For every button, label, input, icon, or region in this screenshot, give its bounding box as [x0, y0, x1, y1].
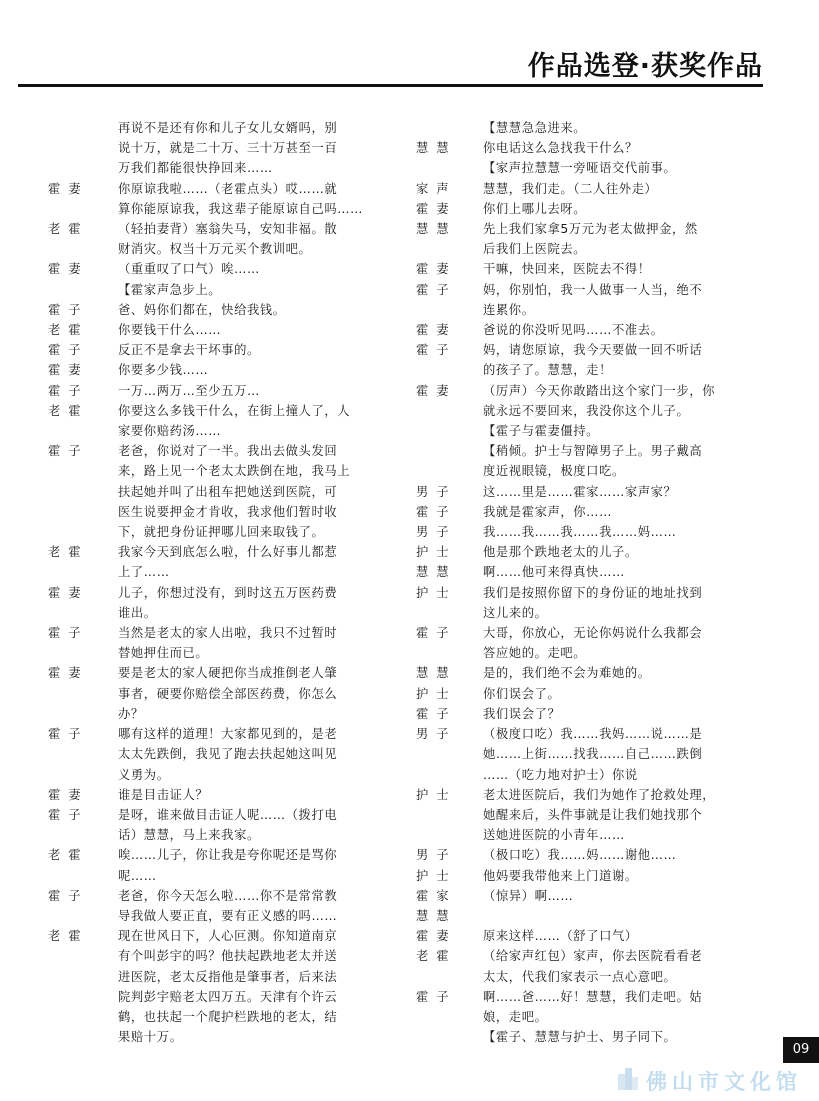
- dialogue-text: 你要钱干什么……: [118, 323, 222, 338]
- script-line: [416, 421, 788, 441]
- dialogue-text: 呢……: [118, 868, 157, 883]
- script-line: [48, 461, 408, 481]
- dialogue-text: 你们误会了。: [483, 686, 561, 701]
- dialogue-text: 你原谅我啦……（老霍点头）哎……就: [118, 181, 338, 196]
- dialogue-text: 谁出。: [118, 605, 157, 620]
- dialogue-text: 太太先跌倒，我见了跑去扶起她这叫见: [118, 747, 338, 762]
- dialogue-text: 话）慧慧，马上来我家。: [118, 828, 260, 843]
- script-line: [48, 583, 408, 603]
- dialogue-text: 我就是霍家声，你……: [483, 504, 612, 519]
- speaker-gutter: [48, 967, 118, 987]
- header-rule: [18, 84, 763, 87]
- dialogue-text: 的孩子了。慧慧，走！: [483, 363, 612, 378]
- speaker-gutter: [48, 461, 118, 481]
- dialogue-text: 进医院，老太反指他是肇事者，后来法: [118, 969, 338, 984]
- script-line: [416, 441, 788, 461]
- script-line: [48, 421, 408, 441]
- speaker-name: [416, 158, 483, 178]
- speaker-name: 男 子: [416, 484, 451, 499]
- speaker-name: 慧 慧: [416, 908, 451, 923]
- speaker-name: 霍 子: [416, 989, 451, 1004]
- speaker-gutter: [416, 300, 483, 320]
- dialogue-text: （重重叹了口气）唉……: [118, 262, 260, 277]
- speaker-name: [416, 441, 483, 461]
- speaker-gutter: [48, 825, 118, 845]
- dialogue-text: 你要多少钱……: [118, 363, 209, 378]
- dialogue-text: 妈，请您原谅，我今天要做一回不听话: [483, 343, 703, 358]
- speaker-gutter: [416, 461, 483, 481]
- speaker-gutter: [48, 199, 118, 219]
- script-line: [48, 199, 408, 219]
- script-line: [416, 845, 788, 865]
- dialogue-text: 你电话这么急找我干什么？: [483, 141, 638, 156]
- script-line: [416, 340, 788, 360]
- speaker-name: 护 士: [416, 787, 451, 802]
- script-line: [416, 138, 788, 158]
- script-line: [48, 825, 408, 845]
- speaker-gutter: [48, 987, 118, 1007]
- dialogue-text: 上了……: [118, 565, 170, 580]
- script-line: [416, 866, 788, 886]
- script-line: [416, 1007, 788, 1027]
- dialogue-text: 娘，走吧。: [483, 1009, 548, 1024]
- speaker-name: 护 士: [416, 545, 451, 560]
- dialogue-text: 当然是老太的家人出啦，我只不过暂时: [118, 626, 338, 641]
- speaker-gutter: [48, 522, 118, 542]
- speaker-name: 慧 慧: [416, 222, 451, 237]
- script-line: [48, 967, 408, 987]
- script-line: [48, 765, 408, 785]
- dialogue-text: 算你能原谅我，我这辈子能原谅自己吗……: [118, 201, 364, 216]
- script-line: [48, 704, 408, 724]
- script-line: [416, 946, 788, 966]
- dialogue-text: 义勇为。: [118, 767, 170, 782]
- speaker-name: 慧 慧: [416, 666, 451, 681]
- speaker-name: 男 子: [416, 525, 451, 540]
- script-line: [48, 926, 408, 946]
- script-line: [48, 987, 408, 1007]
- script-line: [416, 603, 788, 623]
- right-column: [416, 118, 788, 1047]
- speaker-name: 霍 妻: [416, 383, 451, 398]
- script-line: [416, 623, 788, 643]
- dialogue-text: 扶起她并叫了出租车把她送到医院，可: [118, 484, 338, 499]
- dialogue-text: 导我做人要正直，要有正义感的吗……: [118, 908, 338, 923]
- script-line: [48, 381, 408, 401]
- script-line: [416, 239, 788, 259]
- speaker-name: 霍 子: [416, 282, 451, 297]
- speaker-gutter: [48, 138, 118, 158]
- script-line: [416, 219, 788, 239]
- script-line: [48, 239, 408, 259]
- dialogue-text: 果赔十万。: [118, 1030, 183, 1045]
- dialogue-text: 这……里是……霍家……家声家？: [483, 484, 677, 499]
- dialogue-text: 连累你。: [483, 302, 535, 317]
- dialogue-text: 【家声拉慧慧一旁哑语交代前事。: [483, 161, 677, 176]
- script-line: [416, 502, 788, 522]
- script-line: [48, 623, 408, 643]
- speaker-name: [48, 118, 118, 138]
- dialogue-text: 唉……儿子，你让我是夸你呢还是骂你: [118, 848, 338, 863]
- script-line: [48, 542, 408, 562]
- speaker-name: 霍 妻: [48, 181, 83, 196]
- script-line: [416, 967, 788, 987]
- script-line: [48, 744, 408, 764]
- dialogue-text: 反正不是拿去干坏事的。: [118, 343, 260, 358]
- script-line: [416, 320, 788, 340]
- dialogue-text: 是呀，谁来做目击证人呢……（拨打电: [118, 807, 338, 822]
- speaker-name: 老 霍: [48, 323, 83, 338]
- script-line: [416, 522, 788, 542]
- speaker-name: 霍 家: [416, 888, 451, 903]
- speaker-name: 霍 子: [48, 343, 83, 358]
- dialogue-text: 要是老太的家人硬把你当成推倒老人肇: [118, 666, 338, 681]
- speaker-name: [416, 421, 483, 441]
- script-line: [48, 502, 408, 522]
- speaker-gutter: [416, 765, 483, 785]
- speaker-name: 霍 子: [416, 626, 451, 641]
- speaker-name: 霍 子: [48, 888, 83, 903]
- script-line: [48, 118, 408, 138]
- script-line: [416, 987, 788, 1007]
- speaker-name: 男 子: [416, 727, 451, 742]
- dialogue-text: （极口吃）我……妈……谢他……: [483, 848, 677, 863]
- dialogue-text: 财消灾。权当十万元买个教训吧。: [118, 242, 312, 257]
- speaker-gutter: [416, 825, 483, 845]
- watermark-text: 佛山市文化馆: [646, 1069, 802, 1094]
- speaker-gutter: [48, 482, 118, 502]
- dialogue-text: 啊……爸……好！慧慧，我们走吧。姑: [483, 989, 703, 1004]
- speaker-name: 男 子: [416, 848, 451, 863]
- speaker-name: 老 霍: [48, 929, 83, 944]
- dialogue-text: 医生说要押金才肯收，我求他们暂时收: [118, 504, 338, 519]
- dialogue-text: 送她进医院的小青年……: [483, 828, 625, 843]
- dialogue-text: 谁是目击证人？: [118, 787, 209, 802]
- dialogue-text: 爸说的你没听见吗……不准去。: [483, 323, 664, 338]
- script-line: [48, 138, 408, 158]
- speaker-gutter: [48, 704, 118, 724]
- speaker-gutter: [48, 502, 118, 522]
- speaker-name: [416, 118, 483, 138]
- dialogue-text: 【霍家声急步上。: [118, 282, 222, 297]
- speaker-gutter: [48, 603, 118, 623]
- script-line: [416, 663, 788, 683]
- speaker-gutter: [48, 158, 118, 178]
- speaker-name: 护 士: [416, 686, 451, 701]
- dialogue-text: 慧慧，我们走。（二人往外走）: [483, 181, 658, 196]
- script-line: [416, 360, 788, 380]
- dialogue-text: （给家声红包）家声，你去医院看看老: [483, 949, 703, 964]
- script-line: [48, 158, 408, 178]
- speaker-name: 霍 妻: [48, 666, 83, 681]
- script-line: [416, 381, 788, 401]
- dialogue-text: 替她押住而已。: [118, 646, 209, 661]
- script-line: [416, 886, 788, 906]
- speaker-gutter: [416, 643, 483, 663]
- speaker-name: 霍 子: [48, 383, 83, 398]
- dialogue-text: 说十万，就是二十万、三十万甚至一百: [118, 141, 338, 156]
- speaker-name: 老 霍: [48, 222, 83, 237]
- script-line: [48, 785, 408, 805]
- dialogue-text: 后我们上医院去。: [483, 242, 587, 257]
- dialogue-text: 答应她的。走吧。: [483, 646, 587, 661]
- script-line: [48, 340, 408, 360]
- speaker-gutter: [416, 401, 483, 421]
- script-line: [416, 684, 788, 704]
- speaker-name: 霍 妻: [416, 323, 451, 338]
- section-title: 作品选登·获奖作品: [527, 51, 763, 82]
- speaker-name: 霍 妻: [48, 787, 83, 802]
- speaker-name: 霍 子: [48, 727, 83, 742]
- script-line: [48, 320, 408, 340]
- dialogue-text: 下，就把身份证押哪儿回来取钱了。: [118, 525, 325, 540]
- script-line: [416, 118, 788, 138]
- dialogue-text: 就永远不要回来，我没你这个儿子。: [483, 403, 690, 418]
- speaker-name: 慧 慧: [416, 565, 451, 580]
- script-line: [48, 401, 408, 421]
- dialogue-text: 是的，我们绝不会为难她的。: [483, 666, 651, 681]
- speaker-gutter: [48, 1027, 118, 1047]
- dialogue-text: 她醒来后，头件事就是让我们她找那个: [483, 807, 703, 822]
- speaker-name: [416, 1027, 483, 1047]
- script-line: [416, 259, 788, 279]
- speaker-gutter: [416, 744, 483, 764]
- speaker-gutter: [48, 765, 118, 785]
- dialogue-text: 爸、妈你们都在，快给我钱。: [118, 302, 286, 317]
- dialogue-text: （极度口吃）我……我妈……说……是: [483, 727, 703, 742]
- script-line: [416, 1027, 788, 1047]
- speaker-gutter: [416, 603, 483, 623]
- dialogue-text: 原来这样……（舒了口气）: [483, 929, 638, 944]
- script-line: [416, 179, 788, 199]
- speaker-gutter: [48, 421, 118, 441]
- script-line: [416, 583, 788, 603]
- speaker-gutter: [48, 1007, 118, 1027]
- dialogue-text: 啊……他可来得真快……: [483, 565, 625, 580]
- dialogue-text: 一万…两万…至少五万…: [118, 383, 260, 398]
- dialogue-text: 家要你赔药汤……: [118, 424, 222, 439]
- dialogue-text: 你们上哪儿去呀。: [483, 201, 587, 216]
- dialogue-text: 你要这么多钱干什么，在街上撞人了，人: [118, 403, 351, 418]
- script-line: [416, 643, 788, 663]
- dialogue-text: 【稍倾。护士与智障男子上。男子戴高: [483, 444, 703, 459]
- script-line: [48, 1027, 408, 1047]
- script-line: [416, 765, 788, 785]
- dialogue-text: 她……上街……找我……自己……跌倒: [483, 747, 703, 762]
- script-line: [48, 643, 408, 663]
- speaker-name: 护 士: [416, 585, 451, 600]
- dialogue-text: 有个叫彭宇的吗？他扶起跌地老太并送: [118, 949, 338, 964]
- dialogue-text: 妈，你别怕，我一人做事一人当，绝不: [483, 282, 703, 297]
- dialogue-text: 院判彭宇赔老太四万五。天津有个许云: [118, 989, 338, 1004]
- script-line: [48, 1007, 408, 1027]
- script-line: [48, 845, 408, 865]
- dialogue-text: 这儿来的。: [483, 605, 548, 620]
- dialogue-text: （惊异）啊……: [483, 888, 574, 903]
- script-line: [48, 300, 408, 320]
- script-line: [48, 724, 408, 744]
- speaker-gutter: [48, 744, 118, 764]
- speaker-name: 霍 妻: [416, 929, 451, 944]
- speaker-name: 霍 子: [416, 343, 451, 358]
- page-number: 09: [783, 1037, 819, 1063]
- script-line: [416, 805, 788, 825]
- script-line: [48, 441, 408, 461]
- script-line: [416, 785, 788, 805]
- script-line: [48, 946, 408, 966]
- script-line: [48, 482, 408, 502]
- dialogue-text: 现在世风日下，人心叵测。你知道南京: [118, 929, 338, 944]
- dialogue-text: 老爸，你说对了一半。我出去做头发回: [118, 444, 338, 459]
- speaker-name: 霍 妻: [48, 585, 83, 600]
- speaker-gutter: [48, 906, 118, 926]
- speaker-name: 老 霍: [48, 545, 83, 560]
- script-line: [416, 562, 788, 582]
- script-line: [416, 300, 788, 320]
- script-line: [48, 280, 408, 300]
- dialogue-text: 干嘛，快回来，医院去不得！: [483, 262, 651, 277]
- script-line: [48, 886, 408, 906]
- dialogue-text: 我家今天到底怎么啦，什么好事儿都惹: [118, 545, 338, 560]
- speaker-gutter: [416, 239, 483, 259]
- dialogue-text: （厉声）今天你敢踏出这个家门一步，你: [483, 383, 716, 398]
- speaker-gutter: [48, 562, 118, 582]
- speaker-gutter: [48, 684, 118, 704]
- script-line: [48, 866, 408, 886]
- script-line: [48, 906, 408, 926]
- speaker-name: 霍 妻: [48, 262, 83, 277]
- speaker-name: 霍 子: [48, 626, 83, 641]
- speaker-name: 老 霍: [48, 403, 83, 418]
- script-line: [416, 401, 788, 421]
- speaker-name: 家 声: [416, 181, 451, 196]
- script-line: [416, 280, 788, 300]
- script-line: [416, 926, 788, 946]
- script-line: [48, 663, 408, 683]
- speaker-name: 霍 子: [48, 807, 83, 822]
- speaker-gutter: [416, 967, 483, 987]
- dialogue-text: 我们是按照你留下的身份证的地址找到: [483, 585, 703, 600]
- page-header: [0, 38, 819, 88]
- dialogue-text: 【霍子与霍妻僵持。: [483, 424, 600, 439]
- speaker-name: 霍 子: [416, 706, 451, 721]
- speaker-gutter: [48, 239, 118, 259]
- dialogue-text: 万我们都能很快挣回来……: [118, 161, 273, 176]
- script-line: [48, 219, 408, 239]
- building-icon: [616, 1066, 640, 1090]
- left-column: [48, 118, 408, 1047]
- dialogue-text: 我们误会了？: [483, 706, 561, 721]
- dialogue-text: 办？: [118, 706, 144, 721]
- dialogue-text: 太太，代我们家表示一点心意吧。: [483, 969, 677, 984]
- speaker-name: 护 士: [416, 868, 451, 883]
- speaker-name: 霍 妻: [416, 201, 451, 216]
- dialogue-text: ……（吃力地对护士）你说: [483, 767, 638, 782]
- speaker-name: 霍 妻: [48, 363, 83, 378]
- script-line: [48, 522, 408, 542]
- speaker-gutter: [416, 1007, 483, 1027]
- dialogue-text: 儿子，你想过没有，到时这五万医药费: [118, 585, 338, 600]
- script-line: [416, 158, 788, 178]
- speaker-gutter: [416, 360, 483, 380]
- dialogue-text: 大哥，你放心，无论你妈说什么我都会: [483, 626, 703, 641]
- script-line: [48, 259, 408, 279]
- script-line: [416, 199, 788, 219]
- speaker-name: 霍 子: [416, 504, 451, 519]
- dialogue-text: （轻拍妻背）塞翁失马，安知非福。散: [118, 222, 338, 237]
- dialogue-text: 来，路上见一个老太太跌倒在地，我马上: [118, 464, 351, 479]
- script-line: [416, 461, 788, 481]
- dialogue-text: 他是那个跌地老太的儿子。: [483, 545, 638, 560]
- dialogue-text: 他妈要我带他来上门道谢。: [483, 868, 638, 883]
- script-line: [48, 179, 408, 199]
- script-line: [416, 744, 788, 764]
- script-line: [48, 603, 408, 623]
- watermark: [616, 1064, 808, 1092]
- dialogue-text: 【霍子、慧慧与护士、男子同下。: [483, 1030, 677, 1045]
- speaker-name: [48, 280, 118, 300]
- script-line: [416, 906, 788, 926]
- speaker-name: 霍 妻: [416, 262, 451, 277]
- script-line: [48, 805, 408, 825]
- speaker-gutter: [48, 946, 118, 966]
- dialogue-text: 我……我……我……我……妈……: [483, 525, 677, 540]
- speaker-name: 霍 子: [48, 444, 83, 459]
- speaker-name: 霍 子: [48, 302, 83, 317]
- dialogue-text: 老太进医院后，我们为她作了抢救处理，: [483, 787, 716, 802]
- dialogue-text: 度近视眼镜，极度口吃。: [483, 464, 625, 479]
- script-line: [416, 724, 788, 744]
- dialogue-text: 事者，硬要你赔偿全部医药费，你怎么: [118, 686, 338, 701]
- dialogue-text: 哪有这样的道理！大家都见到的，是老: [118, 727, 338, 742]
- speaker-gutter: [48, 643, 118, 663]
- speaker-name: 慧 慧: [416, 141, 451, 156]
- dialogue-text: 再说不是还有你和儿子女儿女婿吗，别: [118, 121, 338, 135]
- script-line: [48, 684, 408, 704]
- dialogue-text: 老爸，你今天怎么啦……你不是常常教: [118, 888, 338, 903]
- dialogue-text: 【慧慧急急进来。: [483, 121, 587, 135]
- script-line: [416, 704, 788, 724]
- speaker-name: 老 霍: [48, 848, 83, 863]
- script-line: [416, 825, 788, 845]
- script-line: [48, 360, 408, 380]
- script-line: [416, 482, 788, 502]
- dialogue-text: 鹤，也扶起一个爬护栏跌地的老太，结: [118, 1009, 338, 1024]
- script-line: [416, 542, 788, 562]
- dialogue-text: 先上我们家拿5万元为老太做押金，然: [483, 222, 698, 237]
- script-line: [48, 562, 408, 582]
- speaker-gutter: [416, 805, 483, 825]
- speaker-gutter: [48, 866, 118, 886]
- dialogue-text: [483, 906, 788, 926]
- speaker-name: 老 霍: [416, 949, 451, 964]
